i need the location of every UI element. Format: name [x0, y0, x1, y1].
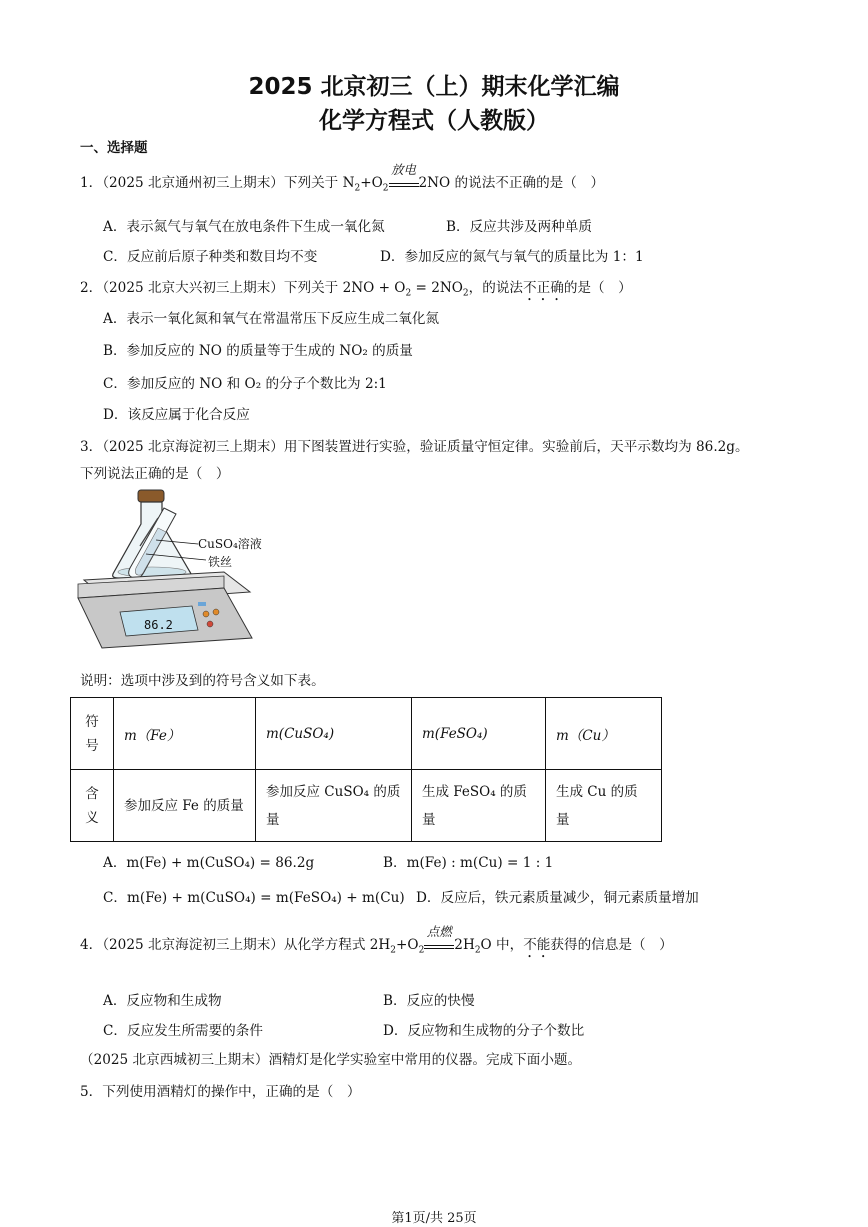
table-header-cell: 符号 [71, 698, 114, 770]
table-row [71, 770, 662, 842]
electronic-balance [78, 572, 252, 648]
symbol-meaning-table [70, 697, 662, 842]
table-row [71, 698, 662, 770]
q1-eq-mid: +O [360, 175, 383, 191]
q4-option-b: B．反应的快慢 [383, 993, 475, 1009]
q4-option-a: A．反应物和生成物 [103, 993, 222, 1009]
q4-emphasis: 不能 [523, 937, 551, 953]
q2-option-a: A．表示一氧化氮和氧气在常温常压下反应生成二氧化氮 [103, 311, 440, 327]
q1-reaction-arrow [389, 162, 419, 187]
table-header-cell: 含义 [71, 770, 114, 842]
q2-option-b: B．参加反应的 NO 的质量等于生成的 NO₂ 的质量 [103, 343, 413, 359]
q2-option-d: D．该反应属于化合反应 [103, 407, 250, 423]
q4-product-tail: O 中， [480, 937, 524, 953]
table-cell-m-fe: m（Fe） [114, 698, 256, 770]
q4-option-c: C．反应发生所需要的条件 [103, 1023, 263, 1039]
table-cell-m-cu: m（Cu） [546, 698, 662, 770]
q3-option-a: A．m(Fe) + m(CuSO₄) = 86.2g [103, 855, 315, 871]
document-title-line-2: 化学方程式（人教版） [319, 108, 549, 134]
page-footer: 第1页/共 25页 [391, 1211, 477, 1226]
question-3-stem-line-1: 3．（2025 北京海淀初三上期末）用下图装置进行实验，验证质量守恒定律。实验前后，天平示数均为 86.2g。 [80, 439, 749, 455]
table-cell-meaning-feso4: 生成 FeSO₄ 的质量 [412, 770, 546, 842]
q3-option-d: D．反应后，铁元素质量减少，铜元素质量增加 [416, 890, 699, 906]
q1-option-d: D．参加反应的氮气与氧气的质量比为 1：1 [380, 249, 644, 265]
q4-product: 2H [454, 937, 475, 953]
q1-option-b: B．反应共涉及两种单质 [446, 219, 592, 235]
q4-reaction-arrow [424, 924, 454, 949]
balance-button-2 [213, 609, 219, 615]
balance-flask-figure [74, 488, 284, 654]
document-title-line-1: 2025 北京初三（上）期末化学汇编 [248, 74, 620, 100]
q3-option-b: B．m(Fe) : m(Cu) = 1 : 1 [383, 855, 554, 871]
q1-option-c: C．反应前后原子种类和数目均不变 [103, 249, 318, 265]
q4-option-d: D．反应物和生成物的分子个数比 [383, 1023, 585, 1039]
q2-eq-mid: = 2NO [411, 280, 463, 296]
question-4-stem: 4．（2025 北京海淀初三上期末）从化学方程式 $2H_2+O_2$ 点燃 $2H_2O$ 中，不能获得的信息是（ ） [80, 924, 673, 956]
table-cell-meaning-fe: 参加反应 Fe 的质量 [114, 770, 256, 842]
question-group-intro: （2025 北京西城初三上期末）酒精灯是化学实验室中常用的仪器。完成下面小题。 [80, 1052, 582, 1068]
table-cell-meaning-cu: 生成 Cu 的质量 [546, 770, 662, 842]
q4-suffix: 获得的信息是（ ） [550, 937, 673, 953]
table-cell-meaning-cuso4: 参加反应 CuSO₄ 的质量 [256, 770, 412, 842]
balance-display-value: 86.2 [144, 618, 173, 632]
question-5-stem: 5．下列使用酒精灯的操作中，正确的是（ ） [80, 1084, 361, 1100]
section-heading: 一、选择题 [80, 140, 148, 156]
q4-prefix: 4．（2025 北京海淀初三上期末）从化学方程式 2H [80, 937, 391, 953]
label-cuso4-solution: CuSO₄溶液 [198, 537, 262, 551]
question-3-stem-line-2: 下列说法正确的是（ ） [80, 466, 230, 482]
q3-option-c: C．m(Fe) + m(CuSO₄) = m(FeSO₄) + m(Cu) [103, 890, 405, 906]
table-cell-m-cuso4: m(CuSO₄) [256, 698, 412, 770]
question-2-stem: 2．（2025 北京大兴初三上期末）下列关于 $2NO + O_2 = 2NO_2$，的说法不正确的是（ ） [80, 280, 632, 299]
balance-button-3 [207, 621, 213, 627]
balance-indicator [198, 602, 206, 606]
q2-suffix-a: ，的说法 [468, 280, 524, 296]
q2-prefix: 2．（2025 北京大兴初三上期末）下列关于 2NO + O [80, 280, 406, 296]
q2-suffix-b: 的是（ ） [563, 280, 632, 296]
question-1-stem: 1．（2025 北京通州初三上期末）下列关于 $N_2+O_2$ 放电 2NO 的说法不正确的是（ ） [80, 162, 605, 194]
q4-eq-mid: +O [396, 937, 419, 953]
balance-button-1 [203, 611, 209, 617]
q1-suffix: 2NO 的说法不正确的是（ ） [418, 175, 605, 191]
q1-option-a: A．表示氮气与氧气在放电条件下生成一氧化氮 [103, 219, 385, 235]
q2-emphasis: 不正确 [523, 280, 564, 296]
q1-prefix: 1．（2025 北京通州初三上期末）下列关于 N [80, 175, 355, 191]
q4-condition: 点燃 [426, 924, 452, 939]
table-cell-m-feso4: m(FeSO₄) [412, 698, 546, 770]
q1-condition: 放电 [390, 162, 416, 177]
question-3-note: 说明：选项中涉及到的符号含义如下表。 [80, 673, 325, 689]
q2-option-c: C．参加反应的 NO 和 O₂ 的分子个数比为 2:1 [103, 376, 387, 392]
label-iron-wire: 铁丝 [208, 555, 233, 569]
